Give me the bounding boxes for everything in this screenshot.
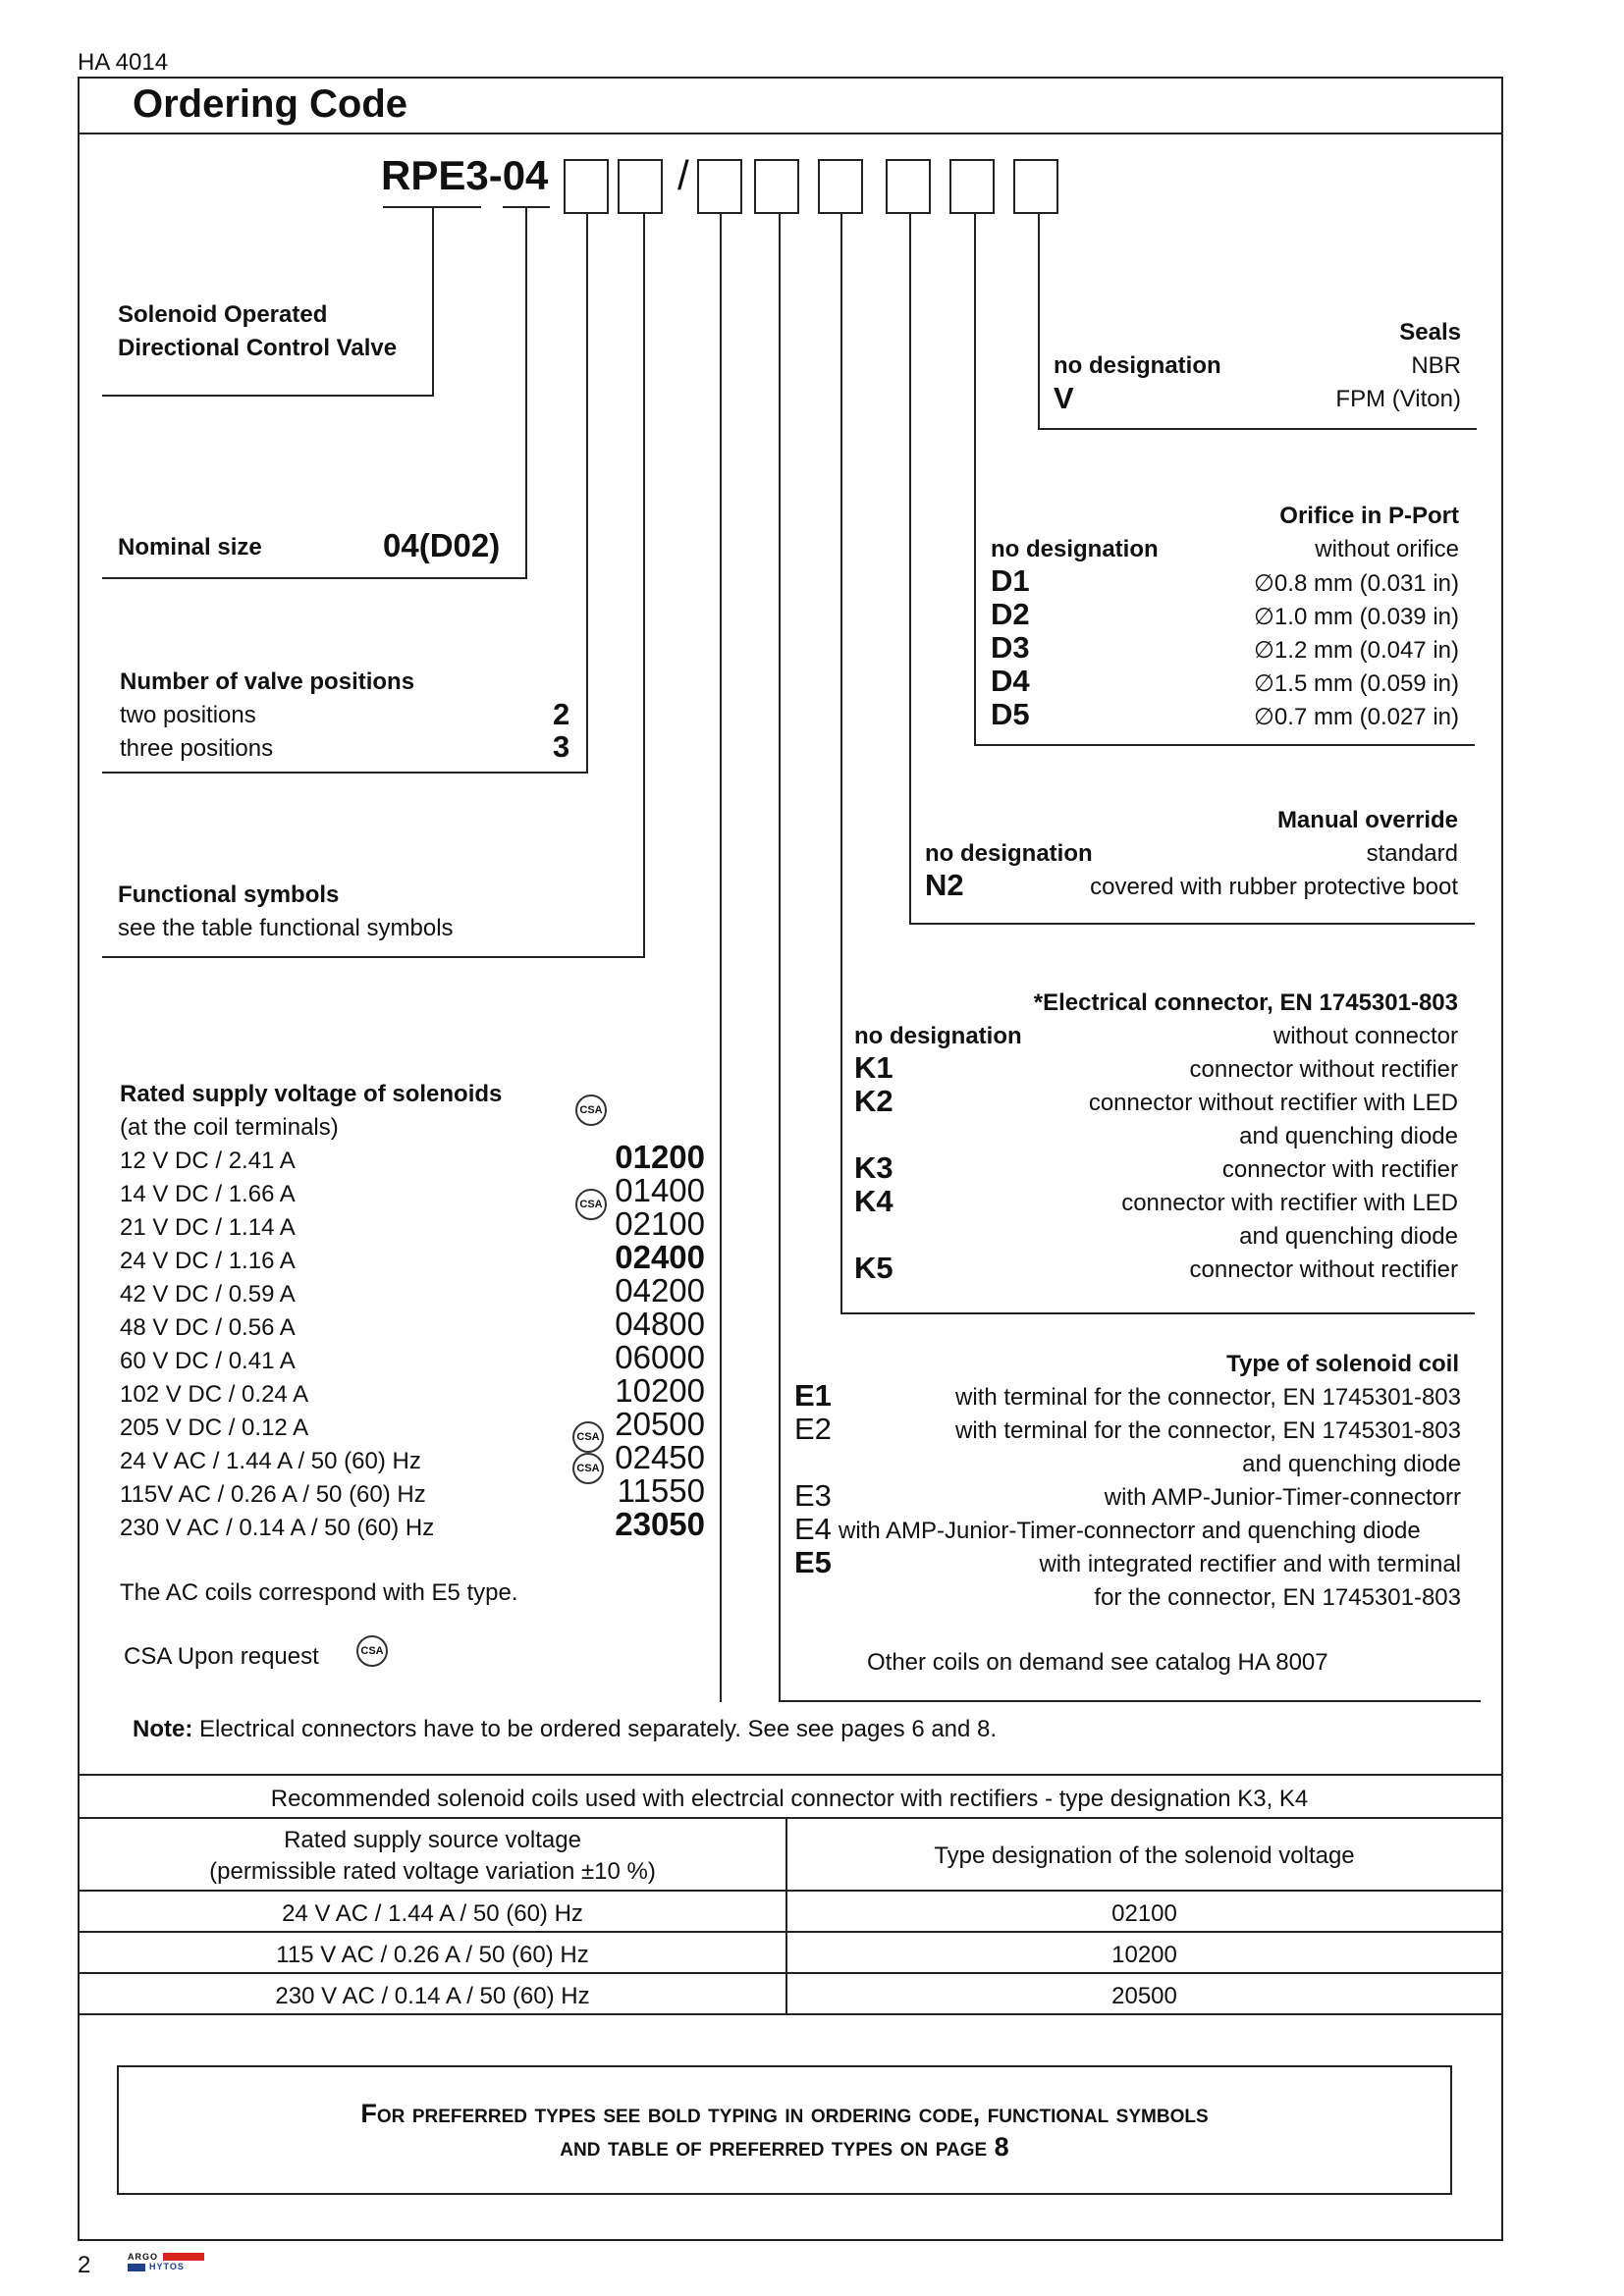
line-orifice-v [974,212,976,746]
coil-desc: with AMP-Junior-Timer-connectorr [1104,1484,1461,1511]
position-label: three positions [120,735,274,762]
table-line-row1 [78,1890,1503,1892]
connector-desc: connector with rectifier with LED [1121,1190,1458,1216]
orifice-code: D4 [991,664,1030,698]
voltage-label: 12 V DC / 2.41 A [120,1148,296,1174]
seals-desc: NBR [1411,352,1461,379]
connector-code: K3 [854,1150,893,1185]
voltage-label: 60 V DC / 0.41 A [120,1348,296,1374]
voltage-label: 14 V DC / 1.66 A [120,1181,296,1207]
voltage-code: 20500 [615,1406,705,1442]
functional-title: Functional symbols [118,881,340,908]
coil-code: E3 [794,1478,832,1513]
functional-desc: see the table functional symbols [118,915,454,941]
voltage-subtitle: (at the coil terminals) [120,1114,339,1141]
manual-code: N2 [925,868,964,902]
coil-desc-cont: and quenching diode [1242,1451,1461,1477]
table-cell-code: 02100 [1111,1900,1177,1927]
voltage-code: 01400 [615,1172,705,1208]
csa-certification-icon: CSA [575,1095,607,1126]
connector-code: K5 [854,1251,893,1285]
voltage-code: 06000 [615,1339,705,1375]
logo-top-text: ARGO [128,2252,158,2262]
coil-desc: with terminal for the connector, EN 1745301-803 [955,1417,1461,1444]
line-orifice-h [974,744,1475,746]
orifice-desc: ∅0.7 mm (0.027 in) [1254,704,1459,730]
orifice-desc: ∅1.2 mm (0.047 in) [1254,637,1459,664]
valve-line2: Directional Control Valve [118,335,398,361]
coil-code: E4 [794,1512,832,1546]
voltage-code: 23050 [615,1506,705,1542]
line-seals-v [1038,212,1040,430]
code-box-1 [564,159,609,214]
coil-desc-cont: for the connector, EN 1745301-803 [1094,1584,1461,1611]
csa-certification-icon: CSA [575,1189,607,1220]
voltage-code: 02450 [615,1439,705,1475]
connector-desc: connector with rectifier [1221,1156,1458,1183]
table-caption: Recommended solenoid coils used with electrcial connector with rectifiers - type designation K3, K4 [270,1786,1309,1812]
doc-code: HA 4014 [78,49,169,76]
note-text: Electrical connectors have to be ordered separately. See see pages 6 and 8. [192,1716,998,1742]
preferred-line2: and table of preferred types on page 8 [560,2132,1009,2162]
voltage-code: 02100 [615,1205,705,1242]
line-func-h [102,956,645,958]
table-col1-header-sub: (permissible rated voltage variation ±10 %) [209,1858,656,1885]
code-box-7 [949,159,995,214]
preferred-line1: For preferred types see bold typing in ordering code, functional symbols [360,2099,1209,2128]
orifice-code: D3 [991,630,1030,665]
orifice-desc: without orifice [1315,536,1459,562]
csa-certification-icon: CSA [356,1635,388,1667]
connector-code: no designation [854,1023,1022,1049]
table-cell-code: 10200 [1111,1942,1177,1968]
orifice-desc: ∅1.0 mm (0.039 in) [1254,604,1459,630]
nominal-label: Nominal size [118,534,262,561]
seals-code: no designation [1054,352,1221,379]
seals-desc: FPM (Viton) [1335,386,1461,412]
table-line-top [78,1774,1503,1776]
connector-code: K2 [854,1084,893,1118]
line-conn-v [840,212,842,1314]
connector-code: K1 [854,1050,893,1085]
csa-note: CSA Upon request [124,1643,319,1670]
manual-desc: covered with rubber protective boot [1090,874,1458,900]
line-seals-h [1038,428,1477,430]
coil-desc: with AMP-Junior-Timer-connectorr and quenching diode [839,1518,1421,1544]
voltage-label: 42 V DC / 0.59 A [120,1281,296,1308]
code-box-3 [697,159,742,214]
voltage-title: Rated supply voltage of solenoids [120,1081,503,1107]
coil-code: E1 [794,1378,832,1413]
table-col1-header: Rated supply source voltage [284,1827,581,1853]
page-title: Ordering Code [133,82,408,126]
line-func-v [643,212,645,958]
orifice-title: Orifice in P-Port [1279,503,1459,529]
table-line-row2 [78,1931,1503,1933]
csa-certification-icon: CSA [572,1421,604,1453]
position-code: 3 [553,729,570,764]
table-line-row3 [78,1972,1503,1974]
connector-desc-cont: and quenching diode [1239,1223,1458,1250]
position-label: two positions [120,702,256,728]
connector-desc: connector without rectifier with LED [1088,1090,1458,1116]
other-coils: Other coils on demand see catalog HA 8007 [867,1649,1328,1676]
coil-title: Type of solenoid coil [1226,1351,1459,1377]
voltage-label: 205 V DC / 0.12 A [120,1415,309,1441]
line-pos-v [586,212,588,774]
voltage-code: 11550 [617,1472,705,1509]
table-cell-voltage: 115 V AC / 0.26 A / 50 (60) Hz [276,1942,589,1968]
table-col2-header: Type designation of the solenoid voltage [934,1842,1355,1869]
orifice-code: D5 [991,697,1030,731]
table-cell-code: 20500 [1111,1983,1177,2009]
connector-code: K4 [854,1184,893,1218]
connector-desc: connector without rectifier [1189,1056,1458,1083]
voltage-label: 115V AC / 0.26 A / 50 (60) Hz [120,1481,426,1508]
code-box-5 [818,159,863,214]
seals-title: Seals [1399,319,1461,346]
table-line-bottom [78,2013,1503,2015]
note [133,1716,997,1743]
voltage-code: 10200 [615,1372,705,1409]
voltage-label: 24 V DC / 1.16 A [120,1248,296,1274]
line-pos-h [102,772,588,774]
code-box-2 [618,159,663,214]
manual-code: no designation [925,840,1093,867]
coil-code: E5 [794,1545,832,1579]
ac-note: The AC coils correspond with E5 type. [120,1579,518,1606]
connector-title: *Electrical connector, EN 1745301-803 [1033,989,1458,1016]
voltage-label: 21 V DC / 1.14 A [120,1214,296,1241]
connector-desc: without connector [1272,1023,1458,1049]
voltage-code: 02400 [615,1239,705,1275]
coil-desc: with integrated rectifier and with terminal [1039,1551,1461,1577]
logo-blue-bar [128,2264,145,2271]
connector-desc: connector without rectifier [1189,1256,1458,1283]
code-prefix: RPE3-04 [381,152,549,198]
line-conn-h [840,1312,1475,1314]
table-cell-voltage: 230 V AC / 0.14 A / 50 (60) Hz [275,1983,590,2009]
voltage-code: 04800 [615,1306,705,1342]
connector-desc-cont: and quenching diode [1239,1123,1458,1149]
line-coil-v [779,212,781,1702]
voltage-label: 24 V AC / 1.44 A / 50 (60) Hz [120,1448,421,1474]
table-line-header-top [78,1817,1503,1819]
code-box-4 [754,159,799,214]
position-code: 2 [553,697,570,731]
orifice-desc: ∅1.5 mm (0.059 in) [1254,670,1459,697]
orifice-code: D1 [991,563,1030,598]
voltage-code: 01200 [615,1139,705,1175]
orifice-desc: ∅0.8 mm (0.031 in) [1254,570,1459,597]
voltage-code: 04200 [615,1272,705,1308]
valve-line1: Solenoid Operated [118,301,328,328]
line-manual-h [909,923,1475,925]
seals-code: V [1054,381,1074,415]
note-label: Note: [133,1716,193,1742]
line-coil-h [779,1700,1481,1702]
csa-certification-icon: CSA [572,1453,604,1484]
line-size-v [525,208,527,579]
code-box-8 [1013,159,1058,214]
frame-bottom [78,2239,1503,2241]
table-cell-voltage: 24 V AC / 1.44 A / 50 (60) Hz [282,1900,583,1927]
voltage-label: 102 V DC / 0.24 A [120,1381,309,1408]
nominal-value: 04(D02) [383,527,501,563]
title-divider [78,133,1503,134]
argo-hytos-logo [128,2252,206,2273]
line-valve-h [102,395,434,397]
orifice-code: D2 [991,597,1030,631]
code-box-6 [886,159,931,214]
line-size-h [102,577,527,579]
page-number: 2 [78,2252,91,2278]
line-volt-v [720,212,722,1702]
voltage-label: 48 V DC / 0.56 A [120,1314,296,1341]
line-manual-v [909,212,911,925]
frame-right [1501,77,1503,2241]
logo-bottom-text: HYTOS [149,2262,185,2271]
preferred-types-box [117,2065,1452,2195]
coil-desc: with terminal for the connector, EN 1745301-803 [955,1384,1461,1411]
voltage-label: 230 V AC / 0.14 A / 50 (60) Hz [120,1515,435,1541]
code-separator: / [677,152,689,198]
coil-code: E2 [794,1412,832,1446]
manual-desc: standard [1366,840,1458,867]
logo-red-bar [163,2253,204,2261]
orifice-code: no designation [991,536,1159,562]
positions-title: Number of valve positions [120,668,415,695]
manual-title: Manual override [1276,807,1458,833]
frame-top [78,77,1503,79]
line-valve-v [432,208,434,397]
